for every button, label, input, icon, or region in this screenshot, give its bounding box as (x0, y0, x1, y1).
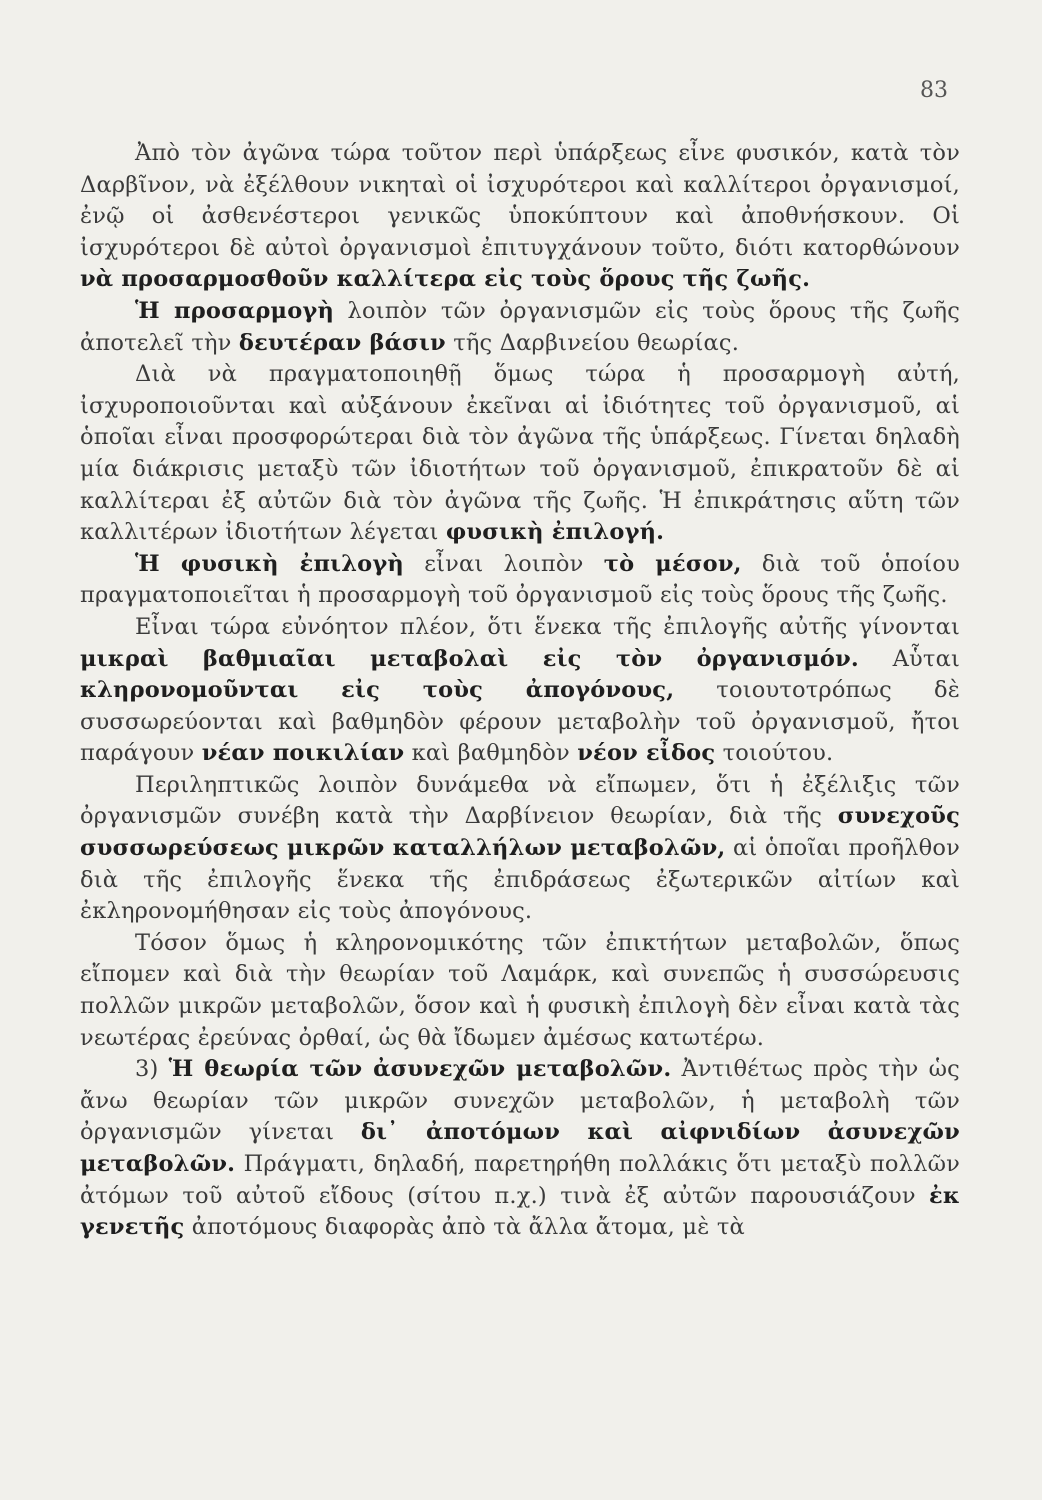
paragraph (80, 1054, 960, 1244)
paragraph (80, 549, 960, 612)
text-run: καὶ βαθμηδὸν (404, 740, 578, 767)
paragraph (80, 770, 960, 928)
bold-text-run: Ἡ θεωρία τῶν ἀσυνεχῶν μεταβολῶν. (168, 1056, 672, 1083)
bold-text-run: νέον εἶδος (577, 740, 716, 767)
page-number: 83 (920, 78, 948, 103)
bold-text-run: μικραὶ βαθμιαῖαι μεταβολαὶ εἰς τὸν ὀργανισμόν. (80, 645, 859, 672)
text-run: εἶναι λοιπὸν (404, 550, 604, 577)
text-run: Εἶναι τώρα εὐνόητον πλέον, ὅτι ἕνεκα τῆς ἐπιλογῆς αὐτῆς γίνονται (135, 613, 960, 640)
bold-text-run: κληρονομοῦνται εἰς τοὺς ἀπογόνους, (80, 677, 675, 704)
text-run: Ἀντιθέτως πρὸς τὴν ὡς ἄνω θεωρίαν τῶν μικρῶν συνεχῶν μεταβολῶν, ἡ μεταβολὴ τῶν ὀργανισμῶν γίνεται (80, 1056, 960, 1146)
paragraph (80, 612, 960, 770)
text-run: τοιουτοτρόπως δὲ συσσωρεύονται καὶ βαθμηδὸν φέρουν μεταβολὴν τοῦ ὀργανισμοῦ, ἤτοι παράγουν (80, 677, 960, 767)
text-run: ἀποτόμους διαφορὰς ἀπὸ τὰ ἄλλα ἄτομα, μὲ τὰ (184, 1214, 745, 1241)
bold-text-run: Ἡ φυσικὴ ἐπιλογὴ (135, 550, 404, 577)
bold-text-run: συνεχοῦς συσσωρεύσεως μικρῶν καταλλήλων μεταβολῶν, (80, 803, 960, 862)
text-run: Αὗται (858, 645, 960, 672)
paragraph (80, 138, 960, 296)
paragraph (80, 928, 960, 1054)
text-run: τῆς Δαρβινείου θεωρίας. (445, 329, 740, 356)
body-text (80, 138, 960, 1244)
text-run: αἱ ὁποῖαι προῆλθον διὰ τῆς ἐπιλογῆς ἕνεκα τῆς ἐπιδράσεως ἐξωτερικῶν αἰτίων καὶ ἐκληρονομήθησαν εἰς τοὺς ἀπογόνους. (80, 835, 960, 925)
bold-text-run: φυσικὴ ἐπιλογή. (445, 519, 665, 546)
paragraph (80, 359, 960, 549)
paragraph (80, 296, 960, 359)
bold-text-run: νέαν ποικιλίαν (201, 740, 405, 767)
bold-text-run: ἐκ γενετῆς (80, 1182, 960, 1241)
text-run: διὰ τοῦ ὁποίου πραγματοποιεῖται ἡ προσαρμογὴ τοῦ ὀργανισμοῦ εἰς τοὺς ὅρους τῆς ζωῆς. (80, 550, 961, 609)
text-run: λοιπὸν τῶν ὀργανισμῶν εἰς τοὺς ὅρους τῆς ζωῆς ἀποτελεῖ τὴν (80, 297, 960, 356)
bold-text-run: Ἡ προσαρμογὴ (135, 297, 335, 324)
text-run: Τόσον ὅμως ἡ κληρονομικότης τῶν ἐπικτήτων μεταβολῶν, ὅπως εἴπομεν καὶ διὰ τὴν θεωρίαν τοῦ Λαμάρκ, καὶ συνεπῶς ἡ συσσώρευσις πολλῶν μικρῶν μεταβολῶν, ὅσον καὶ ἡ φυσικὴ ἐπιλογὴ δὲν εἶναι κατὰ τὰς νεωτέρας ἐρεύνας ὀρθαί, ὡς θὰ ἴδωμεν ἀμέσως κατωτέρω. (80, 929, 960, 1051)
bold-text-run: δευτέραν βάσιν (238, 329, 446, 356)
text-run: Περιληπτικῶς λοιπὸν δυνάμεθα νὰ εἴπωμεν, ὅτι ἡ ἐξέλιξις τῶν ὀργανισμῶν συνέβη κατὰ τὴν Δαρβίνειον θεωρίαν, διὰ τῆς (80, 771, 960, 830)
bold-text-run: δι᾽ ἀποτόμων καὶ αἰφνιδίων ἀσυνεχῶν μεταβολῶν. (80, 1119, 960, 1177)
text-run: Ἀπὸ τὸν ἀγῶνα τώρα τοῦτον περὶ ὑπάρξεως εἶνε φυσικόν, κατὰ τὸν Δαρβῖνον, νὰ ἐξέλθουν νικηταὶ οἱ ἰσχυρότεροι καὶ καλλίτεροι ὀργανισμοί, ἐνῷ οἱ ἀσθενέστεροι γενικῶς ὑποκύπτουν καὶ ἀποθνήσκουν. Οἱ ἰσχυρότεροι δὲ αὐτοὶ ὀργανισμοὶ ἐπιτυγχάνουν τοῦτο, διότι κατορθώνουν (80, 140, 960, 261)
text-run: τοιούτου. (715, 740, 834, 767)
text-run: Διὰ νὰ πραγματοποιηθῇ ὅμως τώρα ἡ προσαρμογὴ αὐτή, ἰσχυροποιοῦνται καὶ αὐξάνουν ἐκεῖναι αἱ ἰδιότητες τοῦ ὀργανισμοῦ, αἱ ὁποῖαι εἶναι προσφορώτεραι διὰ τὸν ἀγῶνα τῆς ὑπάρξεως. Γίνεται δηλαδὴ μία διάκρισις μεταξὺ τῶν ἰδιοτήτων τοῦ ὀργανισμοῦ, ἐπικρατοῦν δὲ αἱ καλλίτεραι ἐξ αὐτῶν διὰ τὸν ἀγῶνα τῆς ζωῆς. Ἡ ἐπικράτησις αὕτη τῶν καλλιτέρων ἰδιοτήτων λέγεται (80, 361, 960, 546)
text-run: Πράγματι, δηλαδή, παρετηρήθη πολλάκις ὅτι μεταξὺ πολλῶν ἀτόμων τοῦ αὐτοῦ εἴδους (σίτου π.χ.) τινὰ ἐξ αὐτῶν παρουσιάζουν (80, 1151, 960, 1209)
bold-text-run: τὸ μέσον, (603, 550, 742, 577)
text-run: 3) (135, 1056, 169, 1083)
bold-text-run: νὰ προσαρμοσθοῦν καλλίτερα εἰς τοὺς ὅρους τῆς ζωῆς. (80, 266, 811, 293)
